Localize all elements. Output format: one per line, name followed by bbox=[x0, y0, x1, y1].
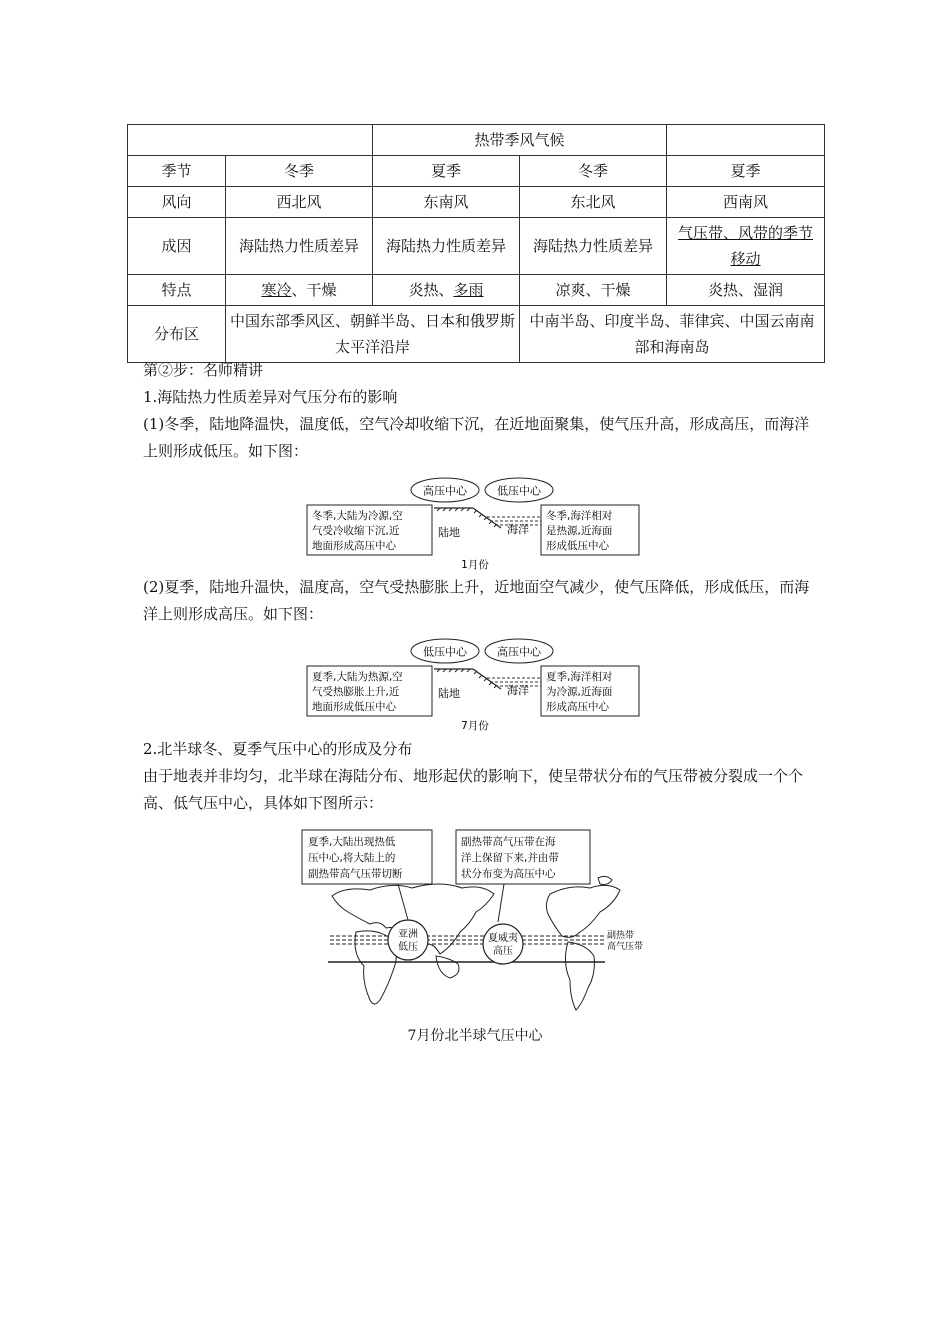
table-cell: 海陆热力性质差异 bbox=[520, 218, 667, 275]
box-line: 形成低压中心 bbox=[546, 540, 609, 552]
map-caption: 7月份北半球气压中心 bbox=[407, 1028, 543, 1044]
ocean-label: 海洋 bbox=[507, 684, 529, 697]
box-line: 夏季,海洋相对 bbox=[546, 671, 613, 683]
table-row bbox=[128, 156, 825, 187]
box-line: 地面形成高压中心 bbox=[312, 540, 396, 552]
world-pressure-map bbox=[300, 828, 650, 1028]
belt-label: 副热带 bbox=[607, 931, 635, 941]
table-cell: 冬季 bbox=[226, 156, 373, 187]
high-center-label: 高压中心 bbox=[423, 484, 467, 498]
table-row bbox=[128, 218, 825, 275]
climate-table bbox=[127, 124, 825, 363]
box-line: 冬季,海洋相对 bbox=[546, 510, 613, 522]
table-cell: 夏季 bbox=[373, 156, 520, 187]
land-label: 陆地 bbox=[438, 526, 460, 539]
box-line: 为冷源,近海面 bbox=[546, 686, 613, 698]
table-cell: 东北风 bbox=[520, 187, 667, 218]
table-cell: 中国东部季风区、朝鲜半岛、日本和俄罗斯太平洋沿岸 bbox=[226, 306, 520, 363]
ocean-label: 海洋 bbox=[507, 523, 529, 536]
box-line: 夏季,大陆出现热低 bbox=[308, 836, 396, 848]
box-line: 副热带高气压带在海 bbox=[461, 836, 556, 848]
high-center-label: 高压中心 bbox=[497, 645, 541, 659]
table-cell: 夏季 bbox=[667, 156, 825, 187]
box-line: 气受热膨胀上升,近 bbox=[312, 686, 400, 698]
section-heading: 2.北半球冬、夏季气压中心的形成及分布 bbox=[143, 740, 413, 758]
table-cell: 海陆热力性质差异 bbox=[226, 218, 373, 275]
asia-low-label: 低压 bbox=[398, 942, 418, 953]
hawaii-high-label: 高压 bbox=[493, 946, 513, 957]
table-cell: 季节 bbox=[128, 156, 226, 187]
table-row bbox=[128, 125, 825, 156]
table-cell: 炎热、湿润 bbox=[667, 275, 825, 306]
table-cell: 成因 bbox=[128, 218, 226, 275]
table-cell: 气压带、风带的季节移动 bbox=[667, 218, 825, 275]
box-line: 压中心,将大陆上的 bbox=[308, 852, 396, 864]
box-line: 形成高压中心 bbox=[546, 701, 609, 713]
table-cell: 冬季 bbox=[520, 156, 667, 187]
table-cell: 凉爽、干燥 bbox=[520, 275, 667, 306]
cell-text: 、干燥 bbox=[291, 281, 337, 299]
winter-pressure-diagram bbox=[305, 475, 645, 573]
table-cell: 特点 bbox=[128, 275, 226, 306]
box-line: 洋上保留下来,并由带 bbox=[461, 852, 559, 864]
figure-caption: 1月份 bbox=[461, 559, 489, 571]
box-line: 冬季,大陆为冷源,空 bbox=[312, 510, 403, 522]
low-center-label: 低压中心 bbox=[423, 645, 467, 659]
asia-low-label: 亚洲 bbox=[398, 929, 418, 940]
cell-text-underlined: 寒冷 bbox=[261, 281, 292, 299]
table-cell: 海陆热力性质差异 bbox=[373, 218, 520, 275]
table-cell: 风向 bbox=[128, 187, 226, 218]
hawaii-high-label: 夏威夷 bbox=[488, 933, 518, 944]
table-row bbox=[128, 275, 825, 306]
low-center-label: 低压中心 bbox=[497, 484, 541, 498]
table-cell: 分布区 bbox=[128, 306, 226, 363]
paragraph: 由于地表并非均匀，北半球在海陆分布、地形起伏的影响下，使呈带状分布的气压带被分裂成一个个高、低气压中心，具体如下图所示： bbox=[143, 767, 804, 812]
table-cell bbox=[226, 275, 373, 306]
table-cell: 东南风 bbox=[373, 187, 520, 218]
table-cell: 西南风 bbox=[667, 187, 825, 218]
box-line: 副热带高气压带切断 bbox=[308, 868, 403, 880]
box-line: 是热源,近海面 bbox=[546, 525, 613, 537]
step-label: 第②步：名师精讲 bbox=[143, 361, 264, 379]
box-line: 夏季,大陆为热源,空 bbox=[312, 671, 403, 683]
table-header-tropical-monsoon: 热带季风气候 bbox=[373, 125, 667, 156]
box-line: 地面形成低压中心 bbox=[312, 701, 396, 713]
cell-text: 炎热、 bbox=[408, 281, 454, 299]
land-label: 陆地 bbox=[438, 687, 460, 700]
figure-caption: 7月份 bbox=[461, 720, 489, 732]
table-cell: 西北风 bbox=[226, 187, 373, 218]
cell-text-underlined: 多雨 bbox=[453, 281, 484, 299]
table-row bbox=[128, 306, 825, 363]
belt-label: 高气压带 bbox=[607, 942, 644, 952]
section-heading: 1.海陆热力性质差异对气压分布的影响 bbox=[143, 388, 398, 406]
paragraph: (1)冬季，陆地降温快，温度低，空气冷却收缩下沉，在近地面聚集，使气压升高，形成高压，而海洋上则形成低压。如下图： bbox=[143, 415, 810, 460]
paragraph: (2)夏季，陆地升温快，温度高，空气受热膨胀上升，近地面空气减少，使气压降低，形成低压，而海洋上则形成高压。如下图： bbox=[143, 578, 810, 623]
table-row bbox=[128, 187, 825, 218]
continent-outlines bbox=[332, 876, 620, 1010]
summer-pressure-diagram bbox=[305, 636, 645, 734]
box-line: 气受冷收缩下沉,近 bbox=[312, 525, 400, 537]
table-cell: 中南半岛、印度半岛、菲律宾、中国云南南部和海南岛 bbox=[520, 306, 825, 363]
table-cell bbox=[373, 275, 520, 306]
box-line: 状分布变为高压中心 bbox=[461, 868, 556, 880]
